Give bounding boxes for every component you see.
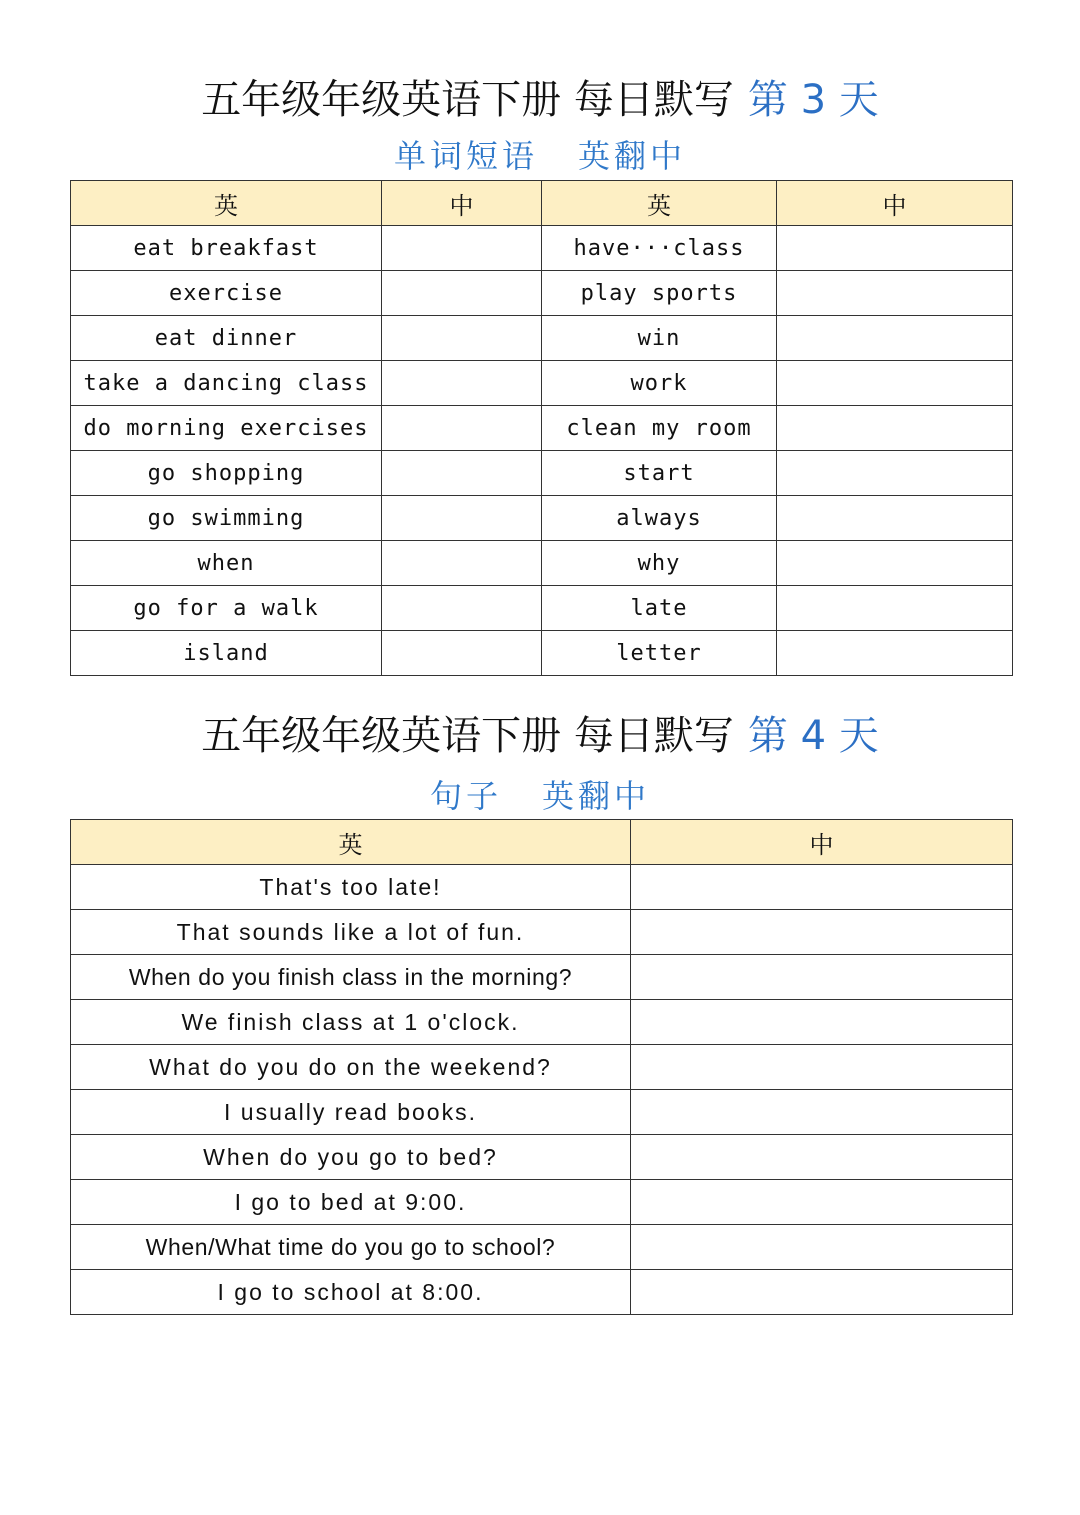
vocab-en: always bbox=[542, 496, 777, 541]
table-row bbox=[71, 496, 1013, 541]
vocab-zh-answer[interactable] bbox=[777, 496, 1013, 541]
sentence-en: That's too late! bbox=[71, 865, 631, 910]
sentence-zh-answer[interactable] bbox=[631, 865, 1013, 910]
table-row bbox=[71, 406, 1013, 451]
day3-subtitle-right: 英翻中 bbox=[578, 137, 687, 175]
table-row bbox=[71, 586, 1013, 631]
table-row bbox=[71, 865, 1013, 910]
table-row bbox=[71, 361, 1013, 406]
day4-subtitle-right: 英翻中 bbox=[542, 777, 651, 815]
vocab-zh-answer[interactable] bbox=[382, 271, 542, 316]
vocab-en: take a dancing class bbox=[71, 361, 382, 406]
vocab-en: late bbox=[542, 586, 777, 631]
table-row bbox=[71, 316, 1013, 361]
table-row bbox=[71, 955, 1013, 1000]
day3-title-main: 五年级年级英语下册 每日默写 bbox=[201, 77, 734, 123]
vocab-en: why bbox=[542, 541, 777, 586]
sentence-zh-answer[interactable] bbox=[631, 955, 1013, 1000]
vocab-zh-answer[interactable] bbox=[777, 226, 1013, 271]
vocab-en: eat dinner bbox=[71, 316, 382, 361]
day3-subtitle bbox=[0, 136, 1080, 176]
day4-title bbox=[0, 712, 1080, 760]
table-row bbox=[71, 1135, 1013, 1180]
day3-header-en-1: 英 bbox=[71, 181, 382, 226]
table-row bbox=[71, 1045, 1013, 1090]
sentence-en: I usually read books. bbox=[71, 1090, 631, 1135]
day4-header-row bbox=[71, 820, 1013, 865]
vocab-zh-answer[interactable] bbox=[382, 496, 542, 541]
day4-subtitle bbox=[0, 776, 1080, 816]
vocab-zh-answer[interactable] bbox=[777, 271, 1013, 316]
vocab-zh-answer[interactable] bbox=[777, 361, 1013, 406]
vocab-zh-answer[interactable] bbox=[777, 316, 1013, 361]
vocab-en: have···class bbox=[542, 226, 777, 271]
sentence-zh-answer[interactable] bbox=[631, 1045, 1013, 1090]
sentence-en: When do you go to bed? bbox=[71, 1135, 631, 1180]
vocab-zh-answer[interactable] bbox=[777, 541, 1013, 586]
sentence-en: When do you finish class in the morning? bbox=[71, 955, 631, 1000]
vocab-zh-answer[interactable] bbox=[777, 406, 1013, 451]
day3-subtitle-left: 单词短语 bbox=[393, 137, 538, 175]
vocab-en: play sports bbox=[542, 271, 777, 316]
sentence-zh-answer[interactable] bbox=[631, 1000, 1013, 1045]
sentence-zh-answer[interactable] bbox=[631, 1135, 1013, 1180]
vocab-en: do morning exercises bbox=[71, 406, 382, 451]
table-row bbox=[71, 271, 1013, 316]
vocab-zh-answer[interactable] bbox=[382, 541, 542, 586]
day3-header-zh-2: 中 bbox=[777, 181, 1013, 226]
vocab-en: when bbox=[71, 541, 382, 586]
vocab-en: win bbox=[542, 316, 777, 361]
vocab-zh-answer[interactable] bbox=[382, 316, 542, 361]
day4-header-en: 英 bbox=[71, 820, 631, 865]
day3-title-day: 第 3 天 bbox=[747, 77, 879, 123]
sentence-zh-answer[interactable] bbox=[631, 1180, 1013, 1225]
vocab-en: go swimming bbox=[71, 496, 382, 541]
sentence-zh-answer[interactable] bbox=[631, 1225, 1013, 1270]
day3-header-en-2: 英 bbox=[542, 181, 777, 226]
vocab-zh-answer[interactable] bbox=[382, 451, 542, 496]
table-row bbox=[71, 631, 1013, 676]
sentence-en: When/What time do you go to school? bbox=[71, 1225, 631, 1270]
vocab-en: start bbox=[542, 451, 777, 496]
sentence-zh-answer[interactable] bbox=[631, 910, 1013, 955]
table-row bbox=[71, 1270, 1013, 1315]
vocab-en: go shopping bbox=[71, 451, 382, 496]
sentence-en: I go to bed at 9:00. bbox=[71, 1180, 631, 1225]
vocab-zh-answer[interactable] bbox=[382, 586, 542, 631]
sentence-en: I go to school at 8:00. bbox=[71, 1270, 631, 1315]
day3-title bbox=[0, 76, 1080, 124]
sentence-zh-answer[interactable] bbox=[631, 1090, 1013, 1135]
vocab-zh-answer[interactable] bbox=[382, 226, 542, 271]
table-row bbox=[71, 1090, 1013, 1135]
day4-subtitle-left: 句子 bbox=[429, 777, 502, 815]
vocab-en: work bbox=[542, 361, 777, 406]
sentence-en: What do you do on the weekend? bbox=[71, 1045, 631, 1090]
sentence-zh-answer[interactable] bbox=[631, 1270, 1013, 1315]
vocab-en: eat breakfast bbox=[71, 226, 382, 271]
day4-title-main: 五年级年级英语下册 每日默写 bbox=[201, 713, 734, 759]
vocab-en: island bbox=[71, 631, 382, 676]
table-row bbox=[71, 1180, 1013, 1225]
vocab-zh-answer[interactable] bbox=[382, 361, 542, 406]
day4-header-zh: 中 bbox=[631, 820, 1013, 865]
table-row bbox=[71, 1000, 1013, 1045]
sentence-en: We finish class at 1 o'clock. bbox=[71, 1000, 631, 1045]
sentence-en: That sounds like a lot of fun. bbox=[71, 910, 631, 955]
table-row bbox=[71, 541, 1013, 586]
vocab-zh-answer[interactable] bbox=[382, 631, 542, 676]
vocab-en: letter bbox=[542, 631, 777, 676]
table-row bbox=[71, 451, 1013, 496]
day3-header-zh-1: 中 bbox=[382, 181, 542, 226]
vocab-zh-answer[interactable] bbox=[777, 451, 1013, 496]
day3-vocab-table bbox=[70, 180, 1013, 676]
vocab-en: clean my room bbox=[542, 406, 777, 451]
vocab-zh-answer[interactable] bbox=[777, 631, 1013, 676]
table-row bbox=[71, 910, 1013, 955]
vocab-en: go for a walk bbox=[71, 586, 382, 631]
day3-header-row bbox=[71, 181, 1013, 226]
table-row bbox=[71, 226, 1013, 271]
day4-title-day: 第 4 天 bbox=[747, 713, 879, 759]
vocab-en: exercise bbox=[71, 271, 382, 316]
table-row bbox=[71, 1225, 1013, 1270]
vocab-zh-answer[interactable] bbox=[382, 406, 542, 451]
vocab-zh-answer[interactable] bbox=[777, 586, 1013, 631]
day4-sentence-table bbox=[70, 819, 1013, 1315]
